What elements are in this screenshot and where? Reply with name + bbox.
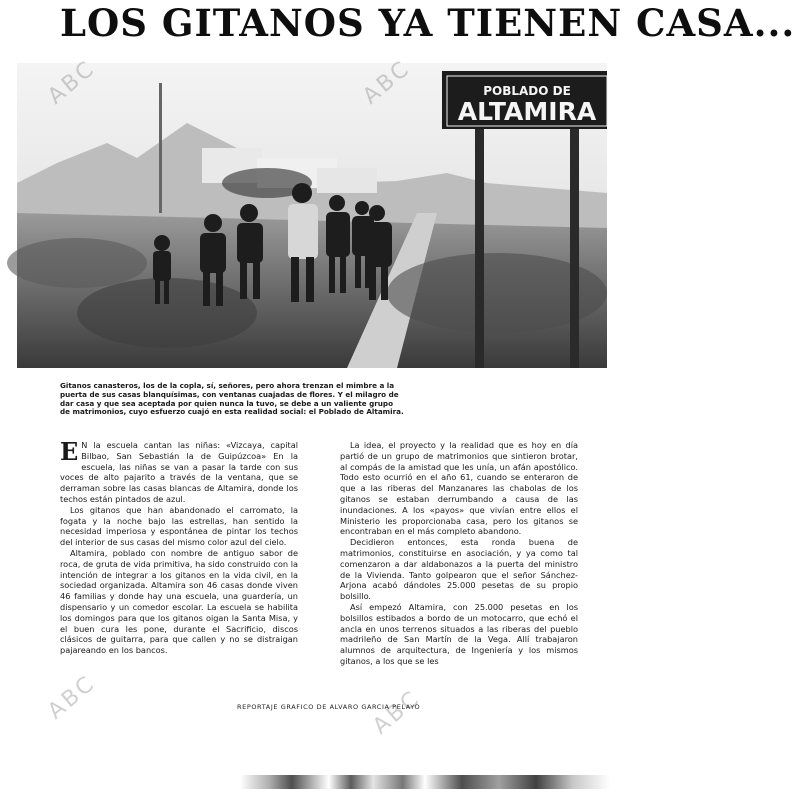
sign-line2: ALTAMIRA: [457, 97, 597, 126]
watermark-abc: ABC: [368, 685, 426, 740]
article-column-right: [340, 440, 578, 667]
gypsy-village-photo: [17, 63, 607, 368]
article-column-left: [60, 437, 298, 656]
article-photo: [17, 63, 607, 368]
photo-caption: Gitanos canasteros, los de la copla, sí, señores, pero ahora trenzan el mimbre a la puerta de sus casas blanquísimas, con ventanas cuajadas de flores. Y el milagro de dar casa y que sea aceptada por quien nunca la tuvo, se debe a un valiente grupo de matrimonios, cuyo esfuerzo cuajó en esta realidad social: el Poblado de Altamira.: [60, 381, 404, 417]
dropcap: E: [60, 437, 79, 466]
article-paragraph: E N la escuela cantan las niñas: «Vizcaya, capital Bilbao, San Sebastián la de Guipúzcoa» En la escuela, las niñas se van a pasar la tarde con sus voces de alto pajarito a través de la ventana, que se derraman sobre las casas blancas de Altamira, donde los techos están pintados de azul.: [60, 437, 298, 504]
article-paragraph: Decidieron entonces, esta ronda buena de matrimonios, constituirse en asociación, y ya como tal comenzaron a dar aldabonazos a la puerta del ministro de la Vivienda. Tanto golpearon que el señor Sánchez-Arjona acabó dándoles 25.000 pesetas de su propio bolsillo.: [340, 537, 578, 602]
article-paragraph: La idea, el proyecto y la realidad que es hoy en día partió de un grupo de matrimonios que sintieron brotar, al compás de la amistad que les unía, un afán apostólico. Todo esto ocurrió en el año 61, cuando se enteraron de que a las riberas del Manzanares las chabolas de los gitanos se estaban derrumbando a causa de las inundaciones. A los «payos» que vivían entre ellos el Ministerio les proporcionaba casa, pero los gitanos se encontraban en el más completo abandono.: [340, 440, 578, 537]
watermark-abc: ABC: [358, 55, 416, 110]
article-paragraph: Los gitanos que han abandonado el carromato, la fogata y la noche bajo las estrellas, han sentido la necesidad imperiosa y espontánea de pintar los techos del interior de sus casas del mismo color azul del cielo.: [60, 504, 298, 548]
headline: LOS GITANOS YA TIENEN CASA...: [60, 1, 795, 45]
photo-credit: REPORTAJE GRAFICO DE ALVARO GARCIA PELAYO: [237, 703, 421, 711]
sign-line1: POBLADO DE: [483, 84, 571, 98]
watermark-abc: ABC: [43, 670, 101, 725]
scan-edge: [240, 775, 610, 789]
watermark-abc: ABC: [43, 55, 101, 110]
article-paragraph: Altamira, poblado con nombre de antiguo sabor de roca, de gruta de vida primitiva, ha sido construido con la intención de integrar a los gitanos en la vida civil, en la sociedad organizada. Altamira son 46 casas donde viven 46 familias y donde hay una escuela, una guardería, un dispensario y un comedor escolar. La escuela se habilita los domingos para que los gitanos oigan la Santa Misa, y el buen cura les pone, durante el Sacrificio, discos clásicos de guitarra, para que callen y no se distraigan pajareando en los bancos.: [60, 547, 298, 656]
article-paragraph: Así empezó Altamira, con 25.000 pesetas en los bolsillos estibados a bordo de un motocarro, que echó el ancla en unos terrenos situados a las riberas del pueblo madrileño de San Martín de la Vega. Allí trabajaron alumnos de arquitectura, de Ingeniería y los mismos gitanos, a los que se les: [340, 601, 578, 666]
